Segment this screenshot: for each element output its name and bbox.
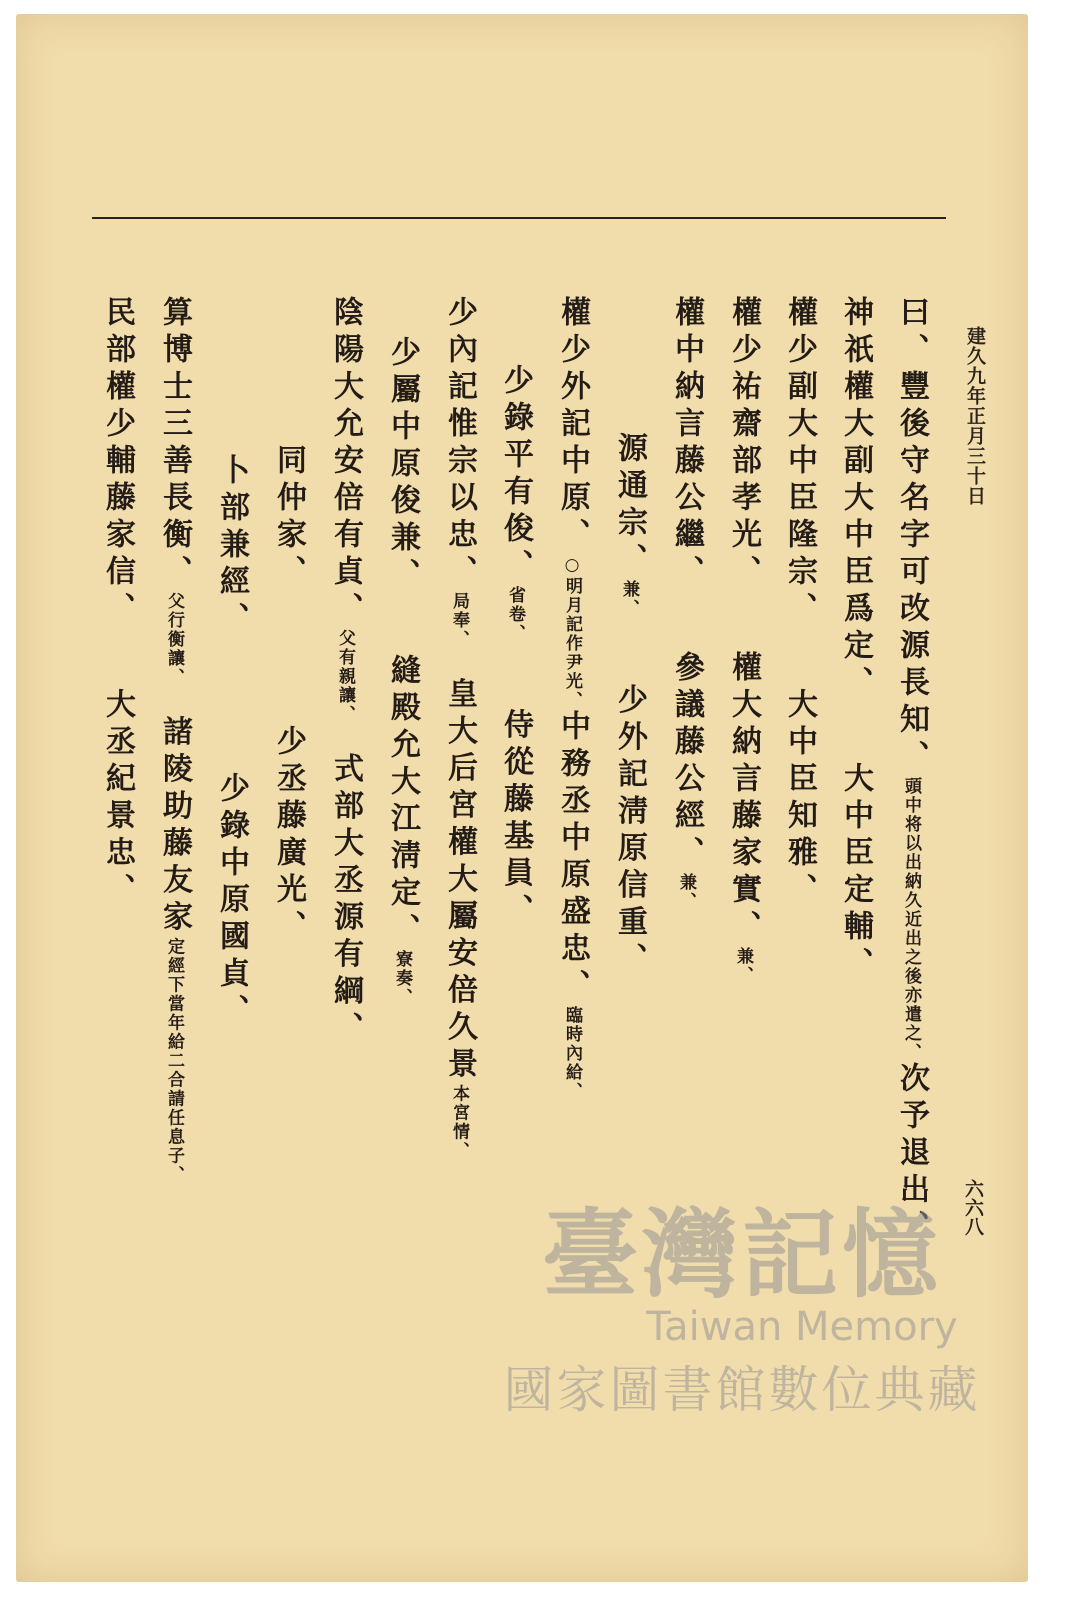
text-segment: 侍從藤基員、: [498, 708, 533, 931]
annotation-note: 父有親讓、: [335, 629, 355, 716]
text-segment: 參議藤公經、: [669, 651, 704, 873]
text-segment: 諸陵助藤友家: [157, 715, 192, 938]
text-segment: 權大納言藤家實、: [726, 651, 761, 947]
annotation-note: 兼、: [619, 580, 639, 610]
text-segment: 次予退出、: [894, 1062, 929, 1247]
annotation-note: 頭中将以出納久近出之後亦遣之、: [901, 777, 921, 1062]
annotation-note: ○明月記作尹光、: [562, 555, 582, 710]
text-segment: 中務丞中原盛忠、: [555, 710, 590, 1006]
running-head: 建久九年正月三十日: [964, 326, 986, 506]
text-column-12: [271, 444, 306, 947]
text-column-6: [612, 432, 647, 980]
watermark-title: 臺灣記憶: [542, 1198, 942, 1311]
text-segment: 神祇權大副大中臣爲定、: [838, 296, 873, 688]
watermark-english: Taiwan Memory: [646, 1304, 958, 1350]
text-column-13: [214, 454, 249, 1031]
annotation-note: 父行衡讓、: [164, 592, 184, 679]
text-segment: 少內記惟宗以忠、: [442, 296, 477, 592]
text-segment: 少外記淸原信重、: [612, 683, 647, 980]
header-rule: [92, 217, 946, 219]
text-column-4: [726, 296, 761, 985]
text-segment: 算博士三善長衡、: [157, 296, 192, 592]
text-segment: 少屬中原俊兼、: [385, 336, 420, 580]
text-column-7: [555, 296, 590, 1101]
annotation-note: 兼、: [733, 947, 753, 985]
text-segment: 少丞藤廣光、: [271, 725, 306, 947]
text-segment: 權少副大中臣隆宗、: [782, 296, 817, 614]
annotation-note: 定經下當年給二合請任息子、: [164, 937, 184, 1185]
annotation-note: 本宮情、: [449, 1084, 469, 1161]
text-column-9: [442, 296, 477, 1161]
annotation-note: 兼、: [676, 873, 696, 911]
text-column-14: [157, 296, 192, 1185]
text-segment: 源通宗、: [612, 432, 647, 580]
text-segment: 式部大丞源有綱、: [328, 752, 363, 1049]
page-number: 六六八: [962, 1179, 984, 1236]
text-segment: 皇大后宮權大屬安倍久景: [442, 677, 477, 1085]
watermark-subtitle: 國家圖書館數位典藏: [503, 1361, 981, 1419]
text-segment: 少錄中原國貞、: [214, 772, 249, 1031]
text-column-10: [385, 336, 420, 1007]
text-column-11: [328, 296, 363, 1049]
text-column-15: [100, 296, 135, 910]
annotation-note: 臨時內給、: [562, 1006, 582, 1101]
text-column-1: [894, 296, 929, 1247]
text-segment: 權中納言藤公繼、: [669, 296, 704, 577]
text-segment: 同仲家、: [271, 444, 306, 577]
text-column-3: [782, 296, 817, 910]
text-segment: 民部權少輔藤家信、: [100, 296, 135, 614]
text-column-5: [669, 296, 704, 911]
text-segment: 大中臣知雅、: [782, 688, 817, 910]
text-segment: 少錄平有俊、: [498, 364, 533, 586]
document-page: [16, 14, 1028, 1582]
annotation-note: 寮奏、: [392, 950, 412, 1007]
text-segment: 權少外記中原、: [555, 296, 590, 555]
text-segment: 大中臣定輔、: [838, 762, 873, 984]
text-column-2: [838, 296, 873, 984]
annotation-note: 局奉、: [449, 592, 469, 641]
text-column-8: [498, 364, 533, 931]
annotation-note: 省卷、: [505, 586, 525, 635]
text-segment: 陰陽大允安倍有貞、: [328, 296, 363, 629]
text-segment: 卜部兼經、: [214, 454, 249, 624]
text-segment: 曰、豐後守名字可改源長知、: [894, 296, 929, 777]
text-segment: 大丞紀景忠、: [100, 688, 135, 910]
watermark: [482, 1179, 1002, 1439]
text-segment: 縫殿允大江淸定、: [385, 654, 420, 950]
text-segment: 權少祐齋部孝光、: [726, 296, 761, 577]
